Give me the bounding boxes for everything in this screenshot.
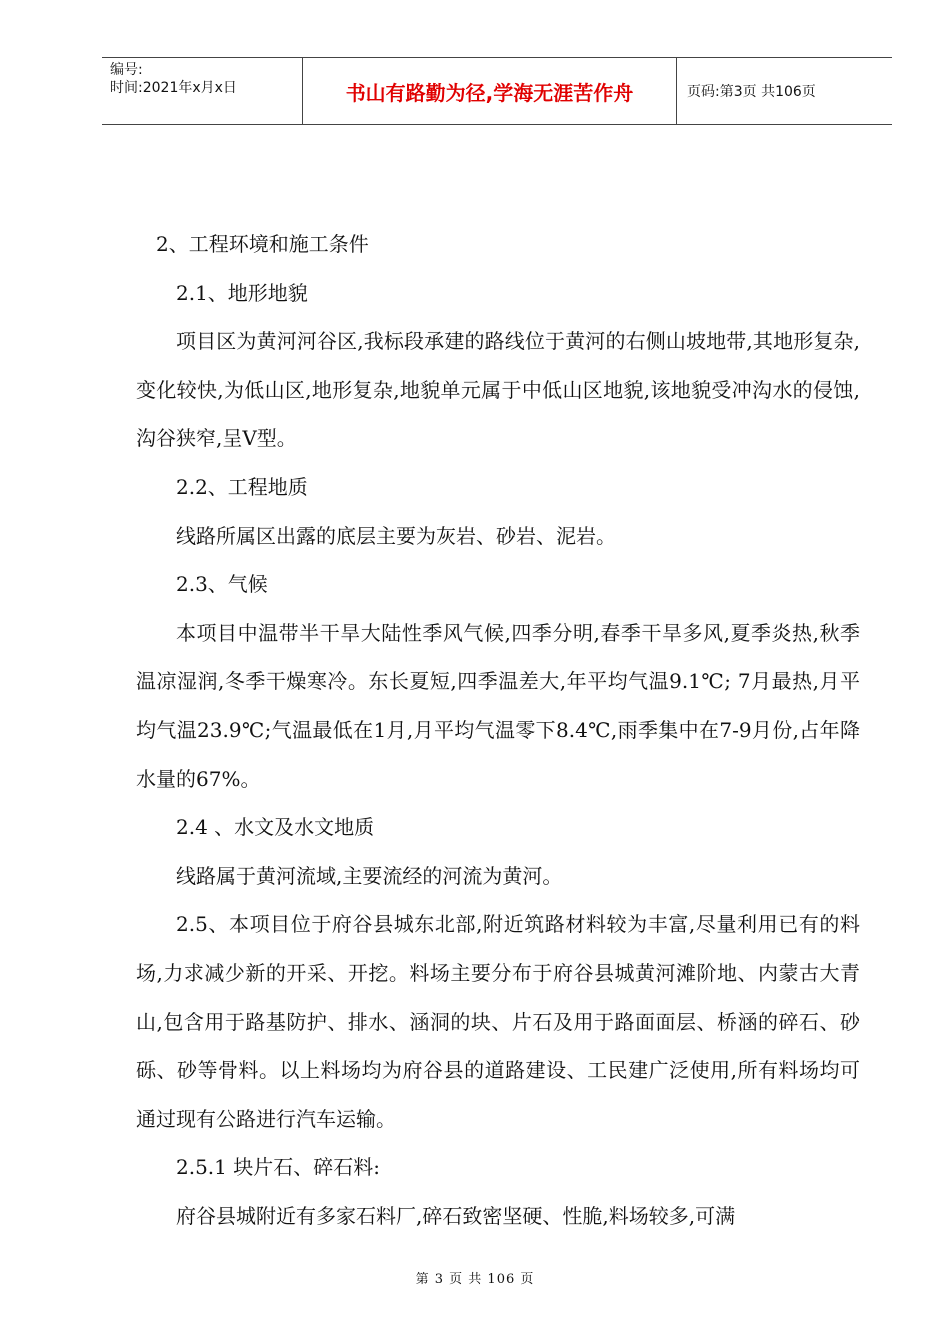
document-time: 时间:2021年x月x日 — [110, 80, 237, 96]
body-paragraph: 项目区为黄河河谷区,我标段承建的路线位于黄河的右侧山坡地带,其地形复杂,变化较快,为低山区,地形复杂,地貌单元属于中低山区地貌,该地貌受冲沟水的侵蚀,沟谷狭窄,呈V型。 — [136, 329, 860, 451]
subsection-heading: 2.3、气候 — [176, 572, 268, 597]
subsection-heading: 2.1、地形地貌 — [176, 280, 308, 305]
subsection-heading: 2.4 、水文及水文地质 — [176, 815, 375, 840]
page-header — [102, 57, 892, 125]
header-meta — [102, 58, 303, 124]
body-paragraph: 2.5、本项目位于府谷县城东北部,附近筑路材料较为丰富,尽量利用已有的料场,力求减少新的开采、开挖。料场主要分布于府谷县城黄河滩阶地、内蒙古大青山,包含用于路基防护、排水、涵洞的块、片石及用于路面面层、桥涵的碎石、砂砾、砂等骨料。以上料场均为府谷县的道路建设、工民建广泛使用,所有料场均可通过现有公路进行汽车运输。 — [136, 912, 860, 1131]
header-motto: 书山有路勤为径,学海无涯苦作舟 — [303, 58, 677, 124]
body-paragraph: 线路所属区出露的底层主要为灰岩、砂岩、泥岩。 — [176, 523, 616, 548]
body-paragraph: 府谷县城附近有多家石料厂,碎石致密坚硬、性脆,料场较多,可满 — [176, 1203, 736, 1228]
page-footer: 第 3 页 共 106 页 — [415, 1272, 535, 1287]
section-heading: 2、工程环境和施工条件 — [156, 232, 369, 256]
subsection-heading: 2.2、工程地质 — [176, 474, 308, 499]
body-paragraph: 线路属于黄河流域,主要流经的河流为黄河。 — [176, 863, 563, 888]
subsection-heading: 2.5.1 块片石、碎石料: — [176, 1155, 380, 1180]
document-number-label: 编号: — [110, 62, 143, 78]
body-paragraph: 本项目中温带半干旱大陆性季风气候,四季分明,春季干旱多风,夏季炎热,秋季温凉湿润,冬季干燥寒冷。东长夏短,四季温差大,年平均气温9.1℃; 7月最热,月平均气温23.9℃;气温最低在1月,月平均气温零下8.4℃,雨季集中在7-9月份,占年降水量的67%。 — [136, 620, 860, 791]
document-body — [136, 220, 860, 1240]
header-page-info: 页码:第3页 共106页 — [687, 84, 816, 100]
